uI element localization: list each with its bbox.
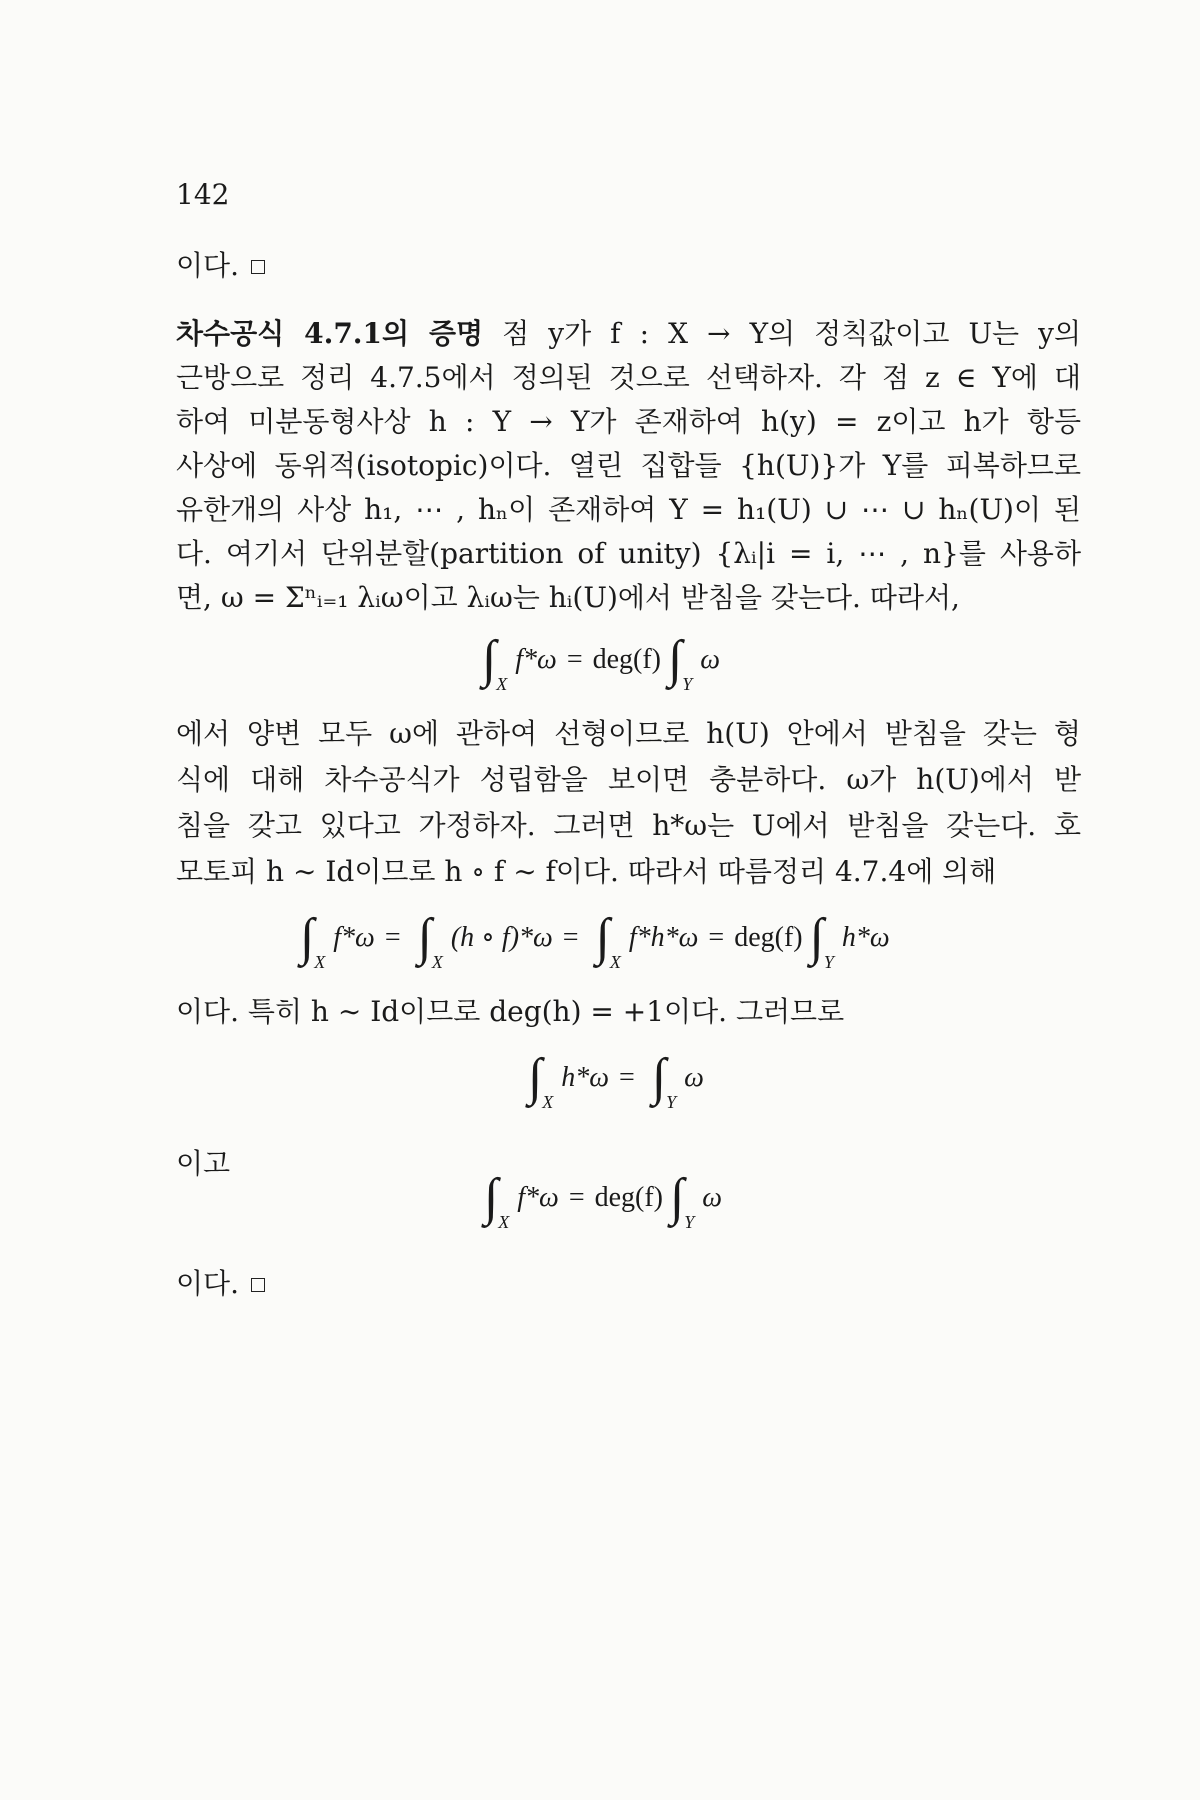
para2-line-4: 모토피 h ∼ Id이므로 h ∘ f ∼ f이다. 따라서 따름정리 4.7.4에 의해 <box>176 855 997 888</box>
qed-box-icon <box>251 1278 265 1292</box>
qed-text: 이다. <box>176 249 239 282</box>
proof-line-2: 근방으로 정리 4.7.5에서 정의된 것으로 선택하자. 각 점 z ∈ Y에 대 <box>176 361 1081 394</box>
qed-line <box>176 244 1081 288</box>
page-number: 142 <box>176 178 230 211</box>
integral-sign: ∫ <box>528 1049 543 1106</box>
integral-sign: ∫ <box>484 1169 499 1226</box>
integral-sign: ∫ <box>809 909 824 966</box>
line-after-eq2: 이다. 특히 h ∼ Id이므로 deg(h) = +1이다. 그러므로 <box>176 995 845 1028</box>
para2-line-2: 식에 대해 차수공식가 성립함을 보이면 충분하다. ω가 h(U)에서 받 <box>176 763 1081 796</box>
para2-line-3: 침을 갖고 있다고 가정하자. 그러면 h*ω는 U에서 받침을 갖는다. 호 <box>176 809 1081 842</box>
qed-text-2: 이다. <box>176 1267 239 1300</box>
integral-sign: ∫ <box>482 631 497 688</box>
integral-sign: ∫ <box>651 1049 667 1106</box>
proof-line-3: 하여 미분동형사상 h : Y → Y가 존재하여 h(y) = z이고 h가 항등 <box>176 405 1081 438</box>
proof-text: 점 y가 f : X → Y의 정칙값이고 U는 y의 <box>502 317 1082 350</box>
integral-sign: ∫ <box>300 909 315 966</box>
qed-box-icon <box>251 260 265 274</box>
para2-line-1: 에서 양변 모두 ω에 관하여 선형이므로 h(U) 안에서 받침을 갖는 형 <box>176 717 1081 750</box>
qed-line-2 <box>176 1262 1081 1306</box>
integral-sign: ∫ <box>595 909 610 966</box>
proof-line-7: 면, ω = Σⁿᵢ₌₁ λᵢω이고 λᵢω는 hᵢ(U)에서 받침을 갖는다. 따라서, <box>176 581 960 614</box>
equation-1: $\int_Xf*\omega = deg(f)$ $\int_Y\omega$ <box>482 631 721 694</box>
proof-title: 차수공식 4.7.1의 증명 <box>176 317 484 350</box>
proof-line-5: 유한개의 사상 h₁, ⋯ , hₙ이 존재하여 Y = h₁(U) ∪ ⋯ ∪ hₙ(U)이 된 <box>176 493 1081 526</box>
proof-line-4: 사상에 동위적(isotopic)이다. 열린 집합들 {h(U)}가 Y를 피복하므로 <box>176 449 1081 482</box>
proof-line-1 <box>176 312 1081 356</box>
equation-3: $\int_Xh*\omega = \int_Y\omega$ <box>528 1049 704 1112</box>
equation-4: $\int_Xf*\omega = deg(f)$ $\int_Y\omega$ <box>484 1169 723 1232</box>
integral-sign: ∫ <box>670 1169 685 1226</box>
integral-sign: ∫ <box>668 631 683 688</box>
integral-sign: ∫ <box>417 909 432 966</box>
proof-line-6: 다. 여기서 단위분할(partition of unity) {λᵢ|i = i, ⋯ , n}를 사용하 <box>176 537 1081 570</box>
equation-2: $\int_Xf*\omega = \int_X(h$ ∘ $f)*\omega = \int_Xf*h*\omega = deg(f)$ $\int_Yh*\omega$ <box>300 909 890 972</box>
igo-line: 이고 <box>176 1147 231 1180</box>
